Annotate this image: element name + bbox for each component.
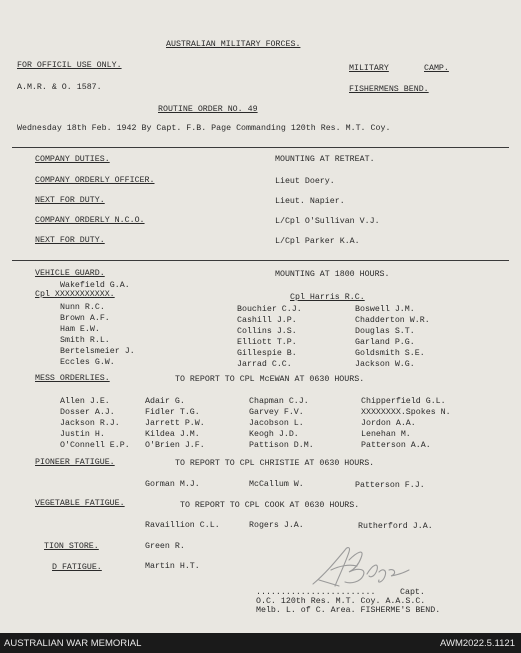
mess-name: Keogh J.D.: [249, 430, 299, 439]
location-label: FISHERMENS BEND.: [349, 85, 429, 94]
guard-name: Bertelsmeier J.: [60, 347, 135, 356]
corporal-left: Cpl XXXXXXXXXXX.: [35, 290, 115, 299]
duty-value: Lieut. Napier.: [275, 197, 345, 206]
guard-name: Nunn R.C.: [60, 303, 105, 312]
duty-value: L/Cpl O'Sullivan V.J.: [275, 217, 380, 226]
mess-name: Jackson R.J.: [60, 419, 120, 428]
guard-name: Jarrad C.C.: [237, 360, 292, 369]
mess-name: Jacobson L.: [249, 419, 304, 428]
duty-label: NEXT FOR DUTY.: [35, 196, 105, 205]
vegetable-name: Ravaillion C.L.: [145, 521, 220, 530]
mess-name: XXXXXXXX.Spokes N.: [361, 408, 451, 417]
duty-label: NEXT FOR DUTY.: [35, 236, 105, 245]
fatigue-name: Martin H.T.: [145, 562, 200, 571]
guard-name: Elliott T.P.: [237, 338, 297, 347]
camp-label: CAMP.: [424, 64, 449, 73]
captain-label: Capt.: [400, 588, 425, 597]
military-label: MILITARY: [349, 64, 389, 73]
mess-orderlies-label: MESS ORDERLIES.: [35, 374, 110, 383]
guard-name: Cashill J.P.: [237, 316, 297, 325]
duty-value: MOUNTING AT RETREAT.: [275, 155, 375, 164]
footer-bar: [0, 633, 521, 653]
corporal-name: Wakefield G.A.: [60, 281, 130, 290]
guard-name: Goldsmith S.E.: [355, 349, 425, 358]
footer-accession: AWM2022.5.1121: [440, 638, 515, 649]
mess-name: Fidler T.G.: [145, 408, 200, 417]
vegetable-name: Rutherford J.A.: [358, 522, 433, 531]
mess-name: Chapman C.J.: [249, 397, 309, 406]
pioneer-fatigue-label: PIONEER FATIGUE.: [35, 458, 115, 467]
handwritten-signature: [305, 540, 425, 592]
signature-line: ........................: [256, 588, 376, 597]
store-name: Green R.: [145, 542, 185, 551]
fatigue-label: D FATIGUE.: [52, 563, 102, 572]
guard-name: Chadderton W.R.: [355, 316, 430, 325]
divider: [12, 147, 509, 148]
mess-name: Jordon A.A.: [361, 419, 416, 428]
mess-name: Chipperfield G.L.: [361, 397, 446, 406]
routine-order-number: ROUTINE ORDER NO. 49: [158, 105, 258, 114]
vegetable-name: Rogers J.A.: [249, 521, 304, 530]
guard-name: Bouchier C.J.: [237, 305, 302, 314]
mess-name: Adair G.: [145, 397, 185, 406]
vehicle-guard-label: VEHICLE GUARD.: [35, 269, 105, 278]
guard-name: Douglas S.T.: [355, 327, 415, 336]
divider: [12, 260, 509, 261]
footer-institution: AUSTRALIAN WAR MEMORIAL: [4, 638, 142, 649]
guard-name: Eccles G.W.: [60, 358, 115, 367]
duty-label: COMPANY DUTIES.: [35, 155, 110, 164]
mess-name: O'Brien J.F.: [145, 441, 205, 450]
store-label: TION STORE.: [44, 542, 99, 551]
mess-name: Garvey F.V.: [249, 408, 304, 417]
duty-label: COMPANY ORDERLY N.C.O.: [35, 216, 145, 225]
guard-name: Gillespie B.: [237, 349, 297, 358]
mess-name: Jarrett P.W.: [145, 419, 205, 428]
pioneer-report: TO REPORT TO CPL CHRISTIE AT 0630 HOURS.: [175, 459, 375, 468]
guard-name: Garland P.G.: [355, 338, 415, 347]
mess-report: TO REPORT TO CPL McEWAN AT 0630 HOURS.: [175, 375, 365, 384]
vegetable-fatigue-label: VEGETABLE FATIGUE.: [35, 499, 125, 508]
guard-name: Collins J.S.: [237, 327, 297, 336]
signature-area: Melb. L. of C. Area. FISHERME'S BEND.: [256, 606, 441, 615]
document-title: AUSTRALIAN MILITARY FORCES.: [166, 40, 301, 49]
mess-name: Kildea J.M.: [145, 430, 200, 439]
date-line: Wednesday 18th Feb. 1942 By Capt. F.B. Page Commanding 120th Res. M.T. Coy.: [17, 124, 391, 133]
duty-label: COMPANY ORDERLY OFFICER.: [35, 176, 155, 185]
signature-unit: O.C. 120th Res. M.T. Coy. A.A.S.C.: [256, 597, 426, 606]
mess-name: Pattison D.M.: [249, 441, 314, 450]
pioneer-name: McCallum W.: [249, 480, 304, 489]
mess-name: O'Connell E.P.: [60, 441, 130, 450]
pioneer-name: Gorman M.J.: [145, 480, 200, 489]
guard-name: Brown A.F.: [60, 314, 110, 323]
mess-name: Dosser A.J.: [60, 408, 115, 417]
vegetable-report: TO REPORT TO CPL COOK AT 0630 HOURS.: [180, 501, 360, 510]
mess-name: Lenehan M.: [361, 430, 411, 439]
duty-value: Lieut Doery.: [275, 177, 335, 186]
guard-name: Smith R.L.: [60, 336, 110, 345]
mess-name: Justin H.: [60, 430, 105, 439]
official-use-label: FOR OFFICIL USE ONLY.: [17, 61, 122, 70]
mess-name: Patterson A.A.: [361, 441, 431, 450]
mess-name: Allen J.E.: [60, 397, 110, 406]
duty-value: L/Cpl Parker K.A.: [275, 237, 360, 246]
corporal-right: Cpl Harris R.C.: [290, 293, 365, 302]
guard-name: Boswell J.M.: [355, 305, 415, 314]
guard-name: Jackson W.G.: [355, 360, 415, 369]
pioneer-name: Patterson F.J.: [355, 481, 425, 490]
vehicle-guard-mounting: MOUNTING AT 1800 HOURS.: [275, 270, 390, 279]
guard-name: Ham E.W.: [60, 325, 100, 334]
amr-reference: A.M.R. & O. 1587.: [17, 83, 102, 92]
